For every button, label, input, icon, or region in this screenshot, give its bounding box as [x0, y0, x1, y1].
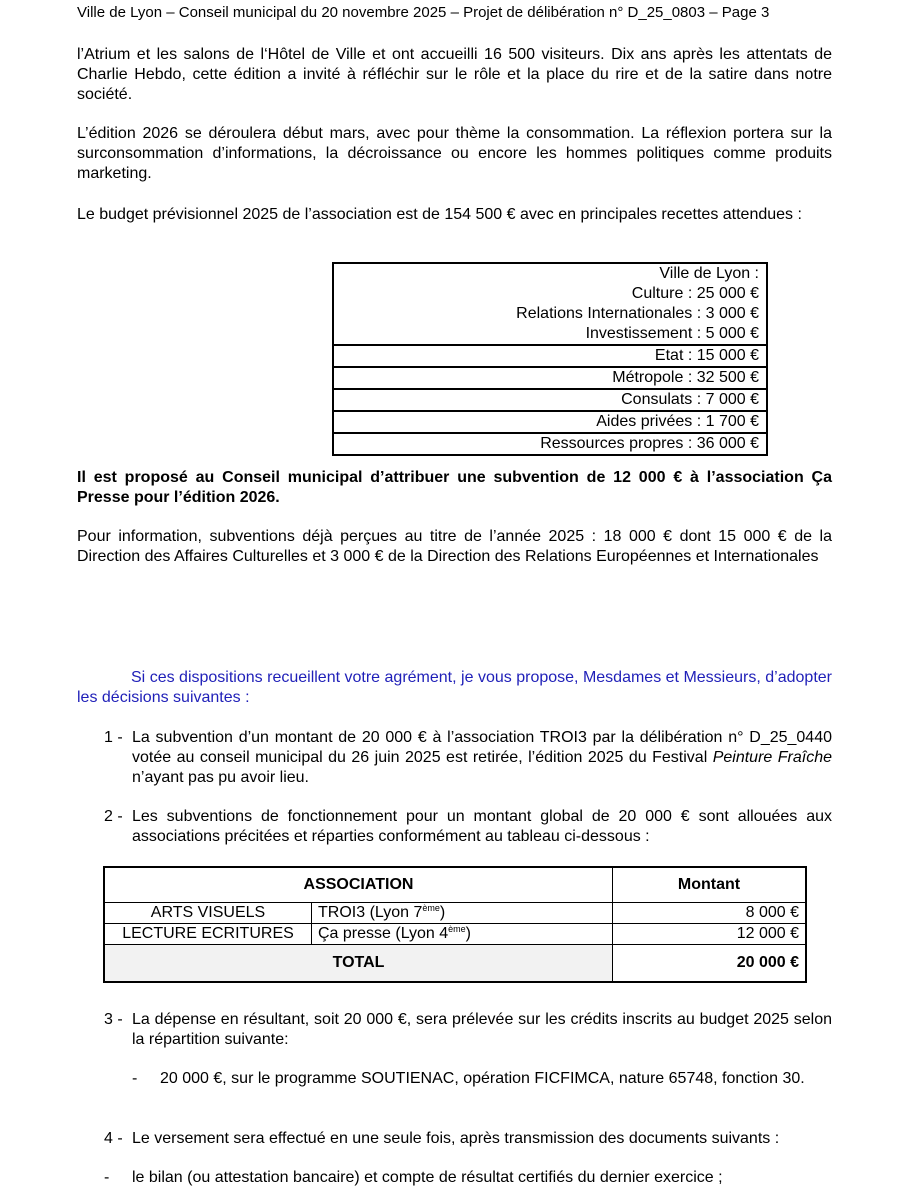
- item-text: La subvention d’un montant de 20 000 € à l’association TROI3 par la délibération n° D_25_0440 votée au conseil municipal du 26 juin 2025 est retirée, l’édition 2025 du Festival: [132, 729, 832, 766]
- paragraph-information: Pour information, subventions déjà perçues au titre de l’année 2025 : 18 000 € dont 15 000 € de la Direction des Affaires Culturelles et 3 000 € de la Direction des Relations Européennes et Internationales: [77, 528, 832, 565]
- budget-row-investissement: Investissement : 5 000 €: [333, 324, 767, 345]
- budget-row-relations: Relations Internationales : 3 000 €: [333, 304, 767, 324]
- ordinal-suffix: ème: [448, 924, 466, 934]
- paragraph-budget: Le budget prévisionnel 2025 de l’association est de 154 500 € avec en principales recettes attendues :: [77, 206, 802, 223]
- decision-intro: Si ces dispositions recueillent votre agrément, je vous propose, Mesdames et Messieurs, d’adopter les décisions suivantes :: [77, 669, 832, 706]
- total-row: [104, 945, 806, 983]
- ordinal-suffix: ème: [422, 903, 440, 913]
- paragraph-atrium: l’Atrium et les salons de l‘Hôtel de Ville et ont accueilli 16 500 visiteurs. Dix ans après les attentats de Charlie Hebdo, cette édition a invité à réfléchir sur le rôle et la place du rire et de la satire dans notre société.: [77, 46, 832, 103]
- category-cell: ARTS VISUELS: [104, 903, 312, 924]
- proposal-statement: Il est proposé au Conseil municipal d’attribuer une subvention de 12 000 € à l’association Ça Presse pour l’édition 2026.: [77, 469, 832, 506]
- item-text-end: n’ayant pas pu avoir lieu.: [132, 769, 309, 786]
- column-header-montant: Montant: [613, 867, 807, 903]
- allocation-table: [103, 866, 807, 983]
- association-name: TROI3 (Lyon 7: [318, 904, 423, 921]
- paren-close: ): [465, 925, 471, 942]
- item-text: La dépense en résultant, soit 20 000 €, sera prélevée sur les crédits inscrits au budget 2025 selon la répartition suivante:: [132, 1011, 832, 1048]
- association-cell: [312, 924, 613, 945]
- decision-item-4-detail: [104, 1168, 832, 1188]
- item-text: Le versement sera effectué en une seule fois, après transmission des documents suivants :: [132, 1130, 780, 1147]
- item-text: Les subventions de fonctionnement pour un montant global de 20 000 € sont allouées aux associations précitées et réparties conformément au tableau ci-dessous :: [132, 808, 832, 845]
- amount-cell: 12 000 €: [613, 924, 807, 945]
- decision-item-2: [104, 807, 832, 847]
- amount-cell: 8 000 €: [613, 903, 807, 924]
- column-header-association: ASSOCIATION: [104, 867, 613, 903]
- decision-item-1: [104, 728, 832, 788]
- budget-row-culture: Culture : 25 000 €: [333, 284, 767, 304]
- budget-row-etat: Etat : 15 000 €: [333, 345, 767, 367]
- item-number: 4 -: [104, 1130, 123, 1147]
- budget-table: [332, 262, 768, 456]
- paragraph-edition-2026: L’édition 2026 se déroulera début mars, avec pour thème la consommation. La réflexion portera sur la surconsommation d’informations, la décroissance ou encore les hommes politiques comme produits marketing.: [77, 125, 832, 182]
- budget-row-consulats: Consulats : 7 000 €: [333, 389, 767, 411]
- item-text: 20 000 €, sur le programme SOUTIENAC, opération FICFIMCA, nature 65748, fonction 30.: [160, 1070, 805, 1087]
- paren-close: ): [439, 904, 446, 921]
- category-cell: LECTURE ECRITURES: [104, 924, 312, 945]
- decision-item-3: [104, 1010, 832, 1050]
- budget-row-aides: Aides privées : 1 700 €: [333, 411, 767, 433]
- table-row: [104, 924, 806, 945]
- association-name: Ça presse (Lyon 4: [318, 925, 449, 942]
- decision-item-3-detail: [132, 1069, 832, 1089]
- budget-row-metropole: Métropole : 32 500 €: [333, 367, 767, 389]
- item-text: le bilan (ou attestation bancaire) et compte de résultat certifiés du dernier exercice ;: [132, 1169, 723, 1186]
- bullet-dash: -: [104, 1169, 110, 1186]
- item-number: 3 -: [104, 1011, 123, 1028]
- item-number: 1 -: [104, 729, 123, 746]
- table-row: [104, 903, 806, 924]
- budget-row-ville: Ville de Lyon :: [333, 263, 767, 284]
- total-amount: 20 000 €: [613, 945, 807, 983]
- page-header: Ville de Lyon – Conseil municipal du 20 novembre 2025 – Projet de délibération n° D_25_0803 – Page 3: [77, 4, 770, 21]
- festival-name: Peinture Fraîche: [712, 749, 832, 766]
- decision-item-4: [104, 1129, 832, 1149]
- bullet-dash: -: [132, 1070, 138, 1087]
- association-cell: [312, 903, 613, 924]
- item-number: 2 -: [104, 808, 123, 825]
- budget-row-ressources: Ressources propres : 36 000 €: [333, 433, 767, 455]
- total-label: TOTAL: [104, 945, 613, 983]
